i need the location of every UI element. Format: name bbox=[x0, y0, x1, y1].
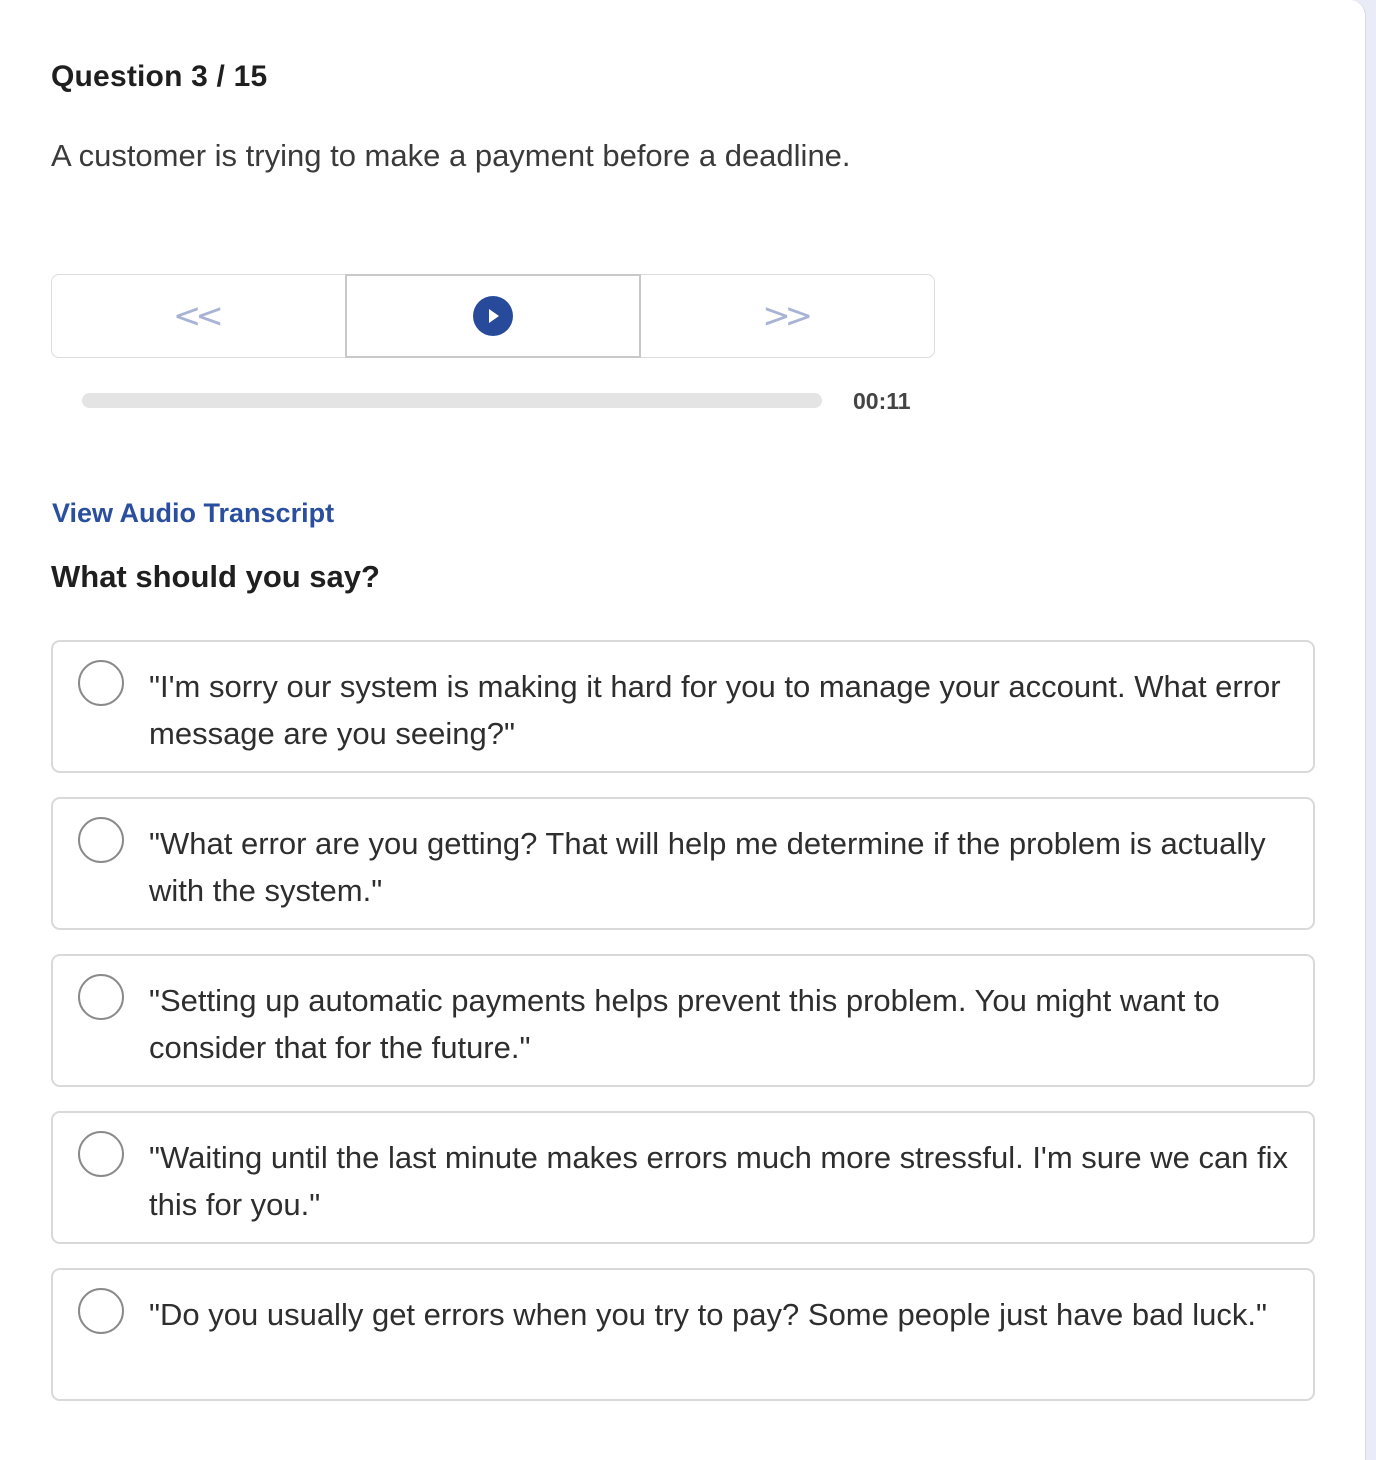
double-chevron-right-icon: >> bbox=[762, 296, 808, 336]
answer-option[interactable] bbox=[51, 954, 1315, 1087]
radio-button[interactable] bbox=[78, 1288, 124, 1334]
double-chevron-left-icon: << bbox=[172, 296, 218, 336]
answer-heading: What should you say? bbox=[51, 559, 380, 594]
radio-button[interactable] bbox=[78, 1131, 124, 1177]
answer-option[interactable] bbox=[51, 1268, 1315, 1401]
radio-button[interactable] bbox=[78, 817, 124, 863]
audio-player-controls bbox=[51, 274, 935, 358]
answer-option[interactable] bbox=[51, 640, 1315, 773]
question-prompt: A customer is trying to make a payment before a deadline. bbox=[51, 138, 851, 173]
question-number: Question 3 / 15 bbox=[51, 60, 268, 93]
play-triangle bbox=[484, 307, 502, 325]
play-button[interactable] bbox=[345, 274, 642, 358]
forward-button[interactable] bbox=[641, 275, 934, 357]
answer-options bbox=[51, 640, 1315, 1425]
radio-button[interactable] bbox=[78, 974, 124, 1020]
answer-option-text: "What error are you getting? That will help me determine if the problem is actually with the system." bbox=[149, 826, 1266, 908]
radio-button[interactable] bbox=[78, 660, 124, 706]
answer-option-text: "Waiting until the last minute makes errors much more stressful. I'm sure we can fix this for you." bbox=[149, 1140, 1289, 1222]
audio-time: 00:11 bbox=[853, 388, 911, 414]
answer-option-text: "Do you usually get errors when you try to pay? Some people just have bad luck." bbox=[149, 1297, 1267, 1332]
answer-option[interactable] bbox=[51, 1111, 1315, 1244]
answer-option-text: "I'm sorry our system is making it hard for you to manage your account. What error message are you seeing?" bbox=[149, 669, 1281, 751]
audio-progress-bar[interactable] bbox=[82, 393, 822, 408]
answer-option[interactable] bbox=[51, 797, 1315, 930]
rewind-button[interactable] bbox=[52, 275, 345, 357]
view-audio-transcript-link[interactable]: View Audio Transcript bbox=[52, 498, 335, 528]
play-icon bbox=[473, 296, 513, 336]
answer-option-text: "Setting up automatic payments helps prevent this problem. You might want to consider that for the future." bbox=[149, 983, 1220, 1065]
